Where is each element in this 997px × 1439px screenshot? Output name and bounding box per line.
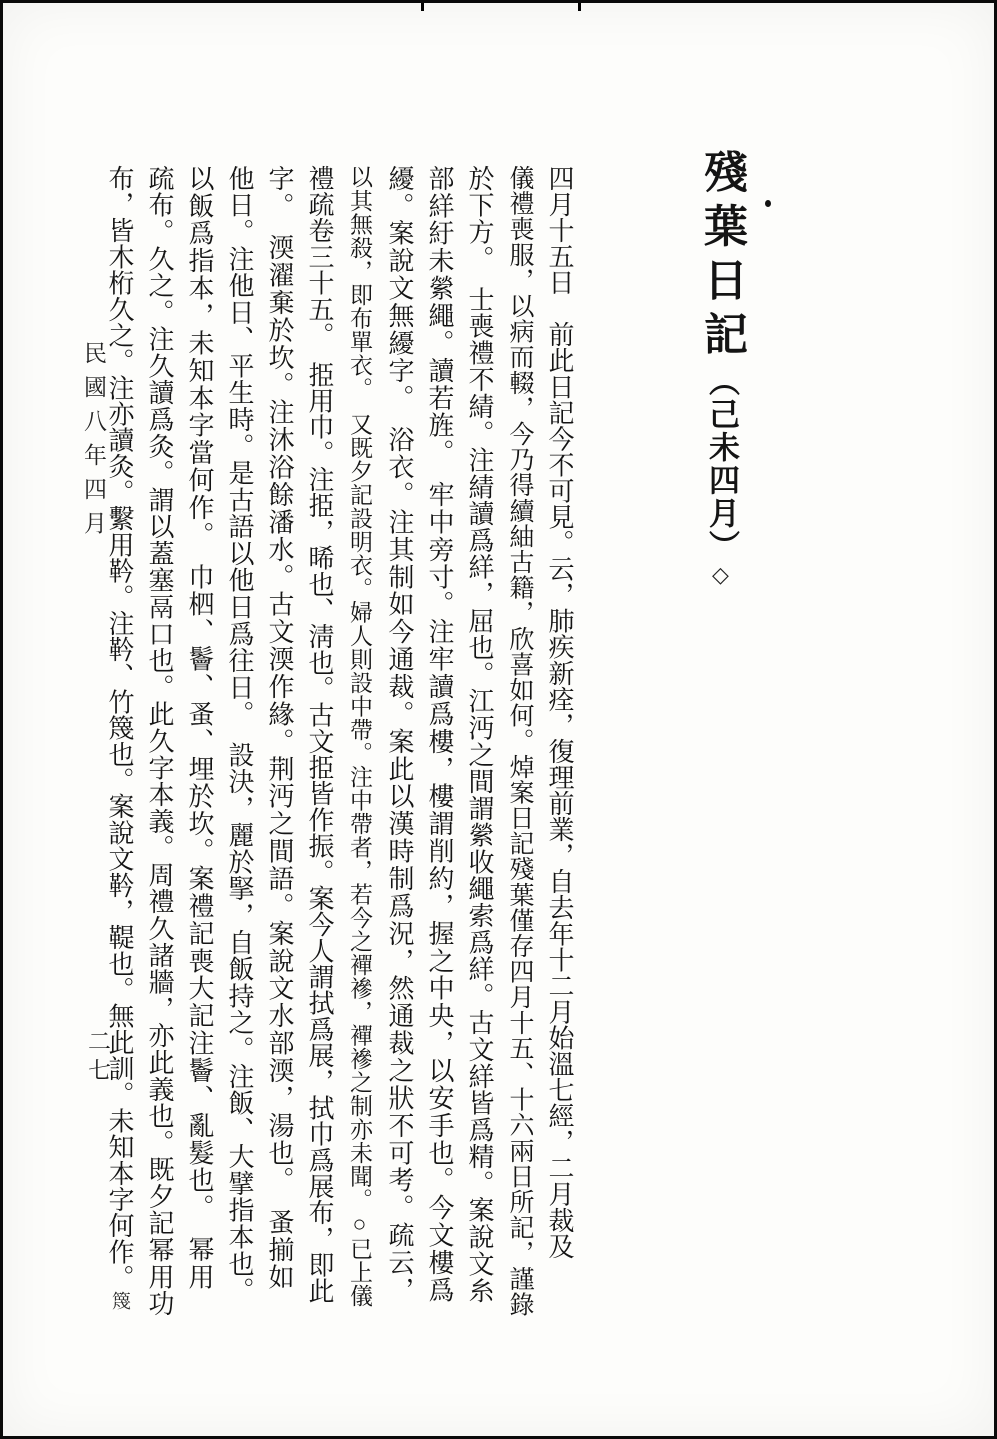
text-column-1: 四月十五日 前此日記今不可見。云，肺疾新痊，復理前業，自去年十二月始溫七經，二月裁及	[545, 165, 574, 1259]
catchword: 篾	[109, 1290, 130, 1311]
text-column-7: 禮疏卷三十五。 挋用巾。注挋，晞也、淸也。古文挋皆作振。案今人謂拭爲展，拭巾爲展布，即此	[305, 165, 334, 1304]
text-column-2: 儀禮喪服，以病而輟，今乃得續紬古籍，欣喜如何。焯案日記殘葉僅存四月十五、十六兩日所記，謹錄	[506, 165, 533, 1317]
scan-tick-mark	[421, 3, 424, 11]
title-era-text: （己未四月）	[704, 365, 739, 563]
page-number: 二七	[85, 1029, 110, 1087]
text-column-5: 纋。案說文無纋字。 浴衣。注其制如今通裁。案此以漢時制爲況，然通裁之狀不可考。疏云，	[385, 165, 414, 1304]
text-column-9: 他日。注他日、平生時。是古語以他日爲往日。 設決，麗於掔，自飯持之。注飯、大擘指本也。	[225, 165, 254, 1304]
ink-dot-mark	[765, 200, 771, 207]
text-column-4: 部絴紆未縈繩。讀若旌。 牢中旁寸。注牢讀爲樓，樓謂削約，握之中央，以安手也。今文樓爲	[425, 165, 454, 1304]
scan-tick-mark	[578, 3, 581, 11]
text-column-6: 以其無殺，即布單衣。 又既夕記設明衣。婦人則設中帶。注中帶者，若今之襌襂，襌襂之制亦未聞。○已上儀	[347, 165, 372, 1308]
text-column-10: 以飯爲指本，未知本字當何作。 巾柶、鬠、蚤、埋於坎。案禮記喪大記注鬠、亂髮也。 幂用	[185, 165, 214, 1291]
text-column-11: 疏布。久之。注久讀爲灸。謂以蓋塞鬲口也。此久字本義。周禮久諸牆，亦此義也。既夕記幂用功	[145, 165, 174, 1317]
text-column-12	[99, 165, 139, 1317]
text-column-8: 字。 渜濯棄於坎。注沐浴餘潘水。古文渜作緣。荆沔之間語。案說文水部渜，湯也。 蚤揃如	[265, 165, 294, 1291]
diamond-mark: ◇	[709, 563, 734, 592]
margin-date-note: 民國八年四月	[81, 341, 106, 545]
text-column-3: 於下方。 士喪禮不綪。注綪讀爲絴，屈也。江沔之間謂縈收繩索爲絴。古文絴皆爲精。案說文糸	[465, 165, 494, 1304]
diary-body-text	[105, 165, 637, 1317]
title-main-text: 殘葉日記	[697, 149, 746, 365]
page-title	[689, 149, 753, 669]
text-column-12-text: 布，皆木桁久之。注亦讀灸。繫用靲。注靲、竹篾也。案說文靲，鞮也。無此訓。未知本字何作。	[105, 165, 134, 1291]
